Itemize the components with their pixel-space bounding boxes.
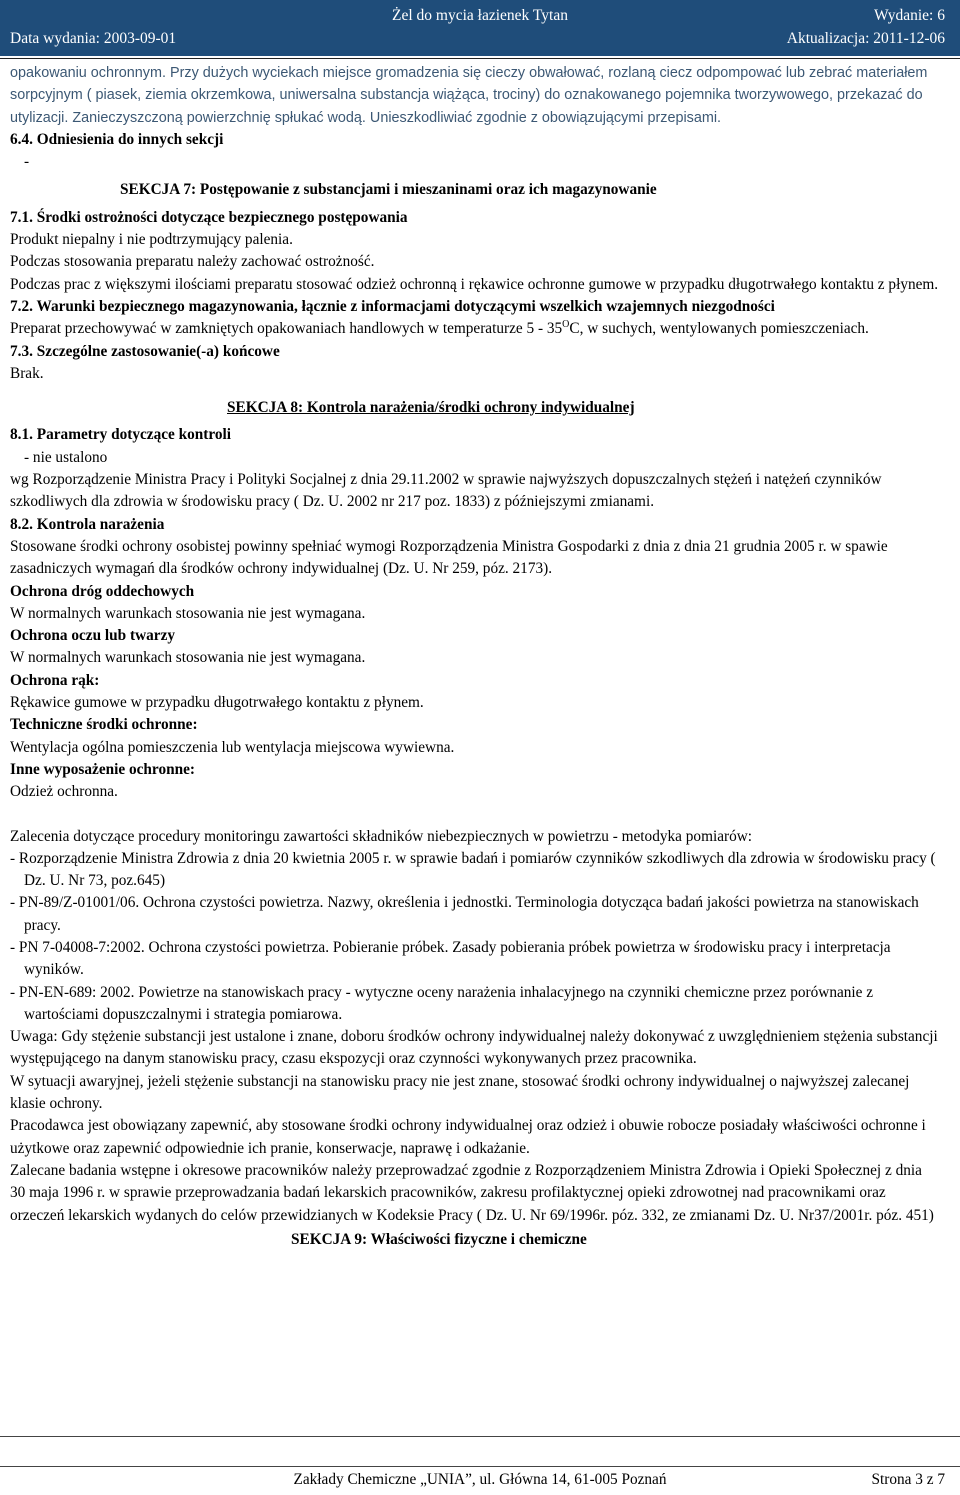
issue-date: Data wydania: 2003-09-01: [10, 30, 177, 47]
technical-heading: Techniczne środki ochronne:: [10, 716, 198, 734]
section-9-title: SEKCJA 9: Właściwości fizyczne i chemiczne: [291, 1230, 587, 1248]
spacer: [10, 804, 940, 826]
page-number: Strona 3 z 7: [871, 1471, 945, 1488]
s7-storage-a: Preparat przechowywać w zamkniętych opakowaniach handlowych w temperaturze 5 - 35: [10, 320, 563, 338]
update-date: Aktualizacja: 2011-12-06: [786, 30, 945, 47]
s7-text-3: Podczas prac z większymi ilościami preparatu stosować odzież ochronną i rękawice ochronne gumowe w przypadku długotrwałego kontaktu z płynem.: [10, 275, 939, 293]
technical-text: Wentylacja ogólna pomieszczenia lub wentylacja miejscowa wywiewna.: [10, 738, 455, 756]
document-body: [10, 62, 940, 1251]
section-7-title: SEKCJA 7: Postępowanie z substancjami i mieszaninami oraz ich magazynowanie: [120, 181, 657, 199]
employer-text: Pracodawca jest obowiązany zapewnić, aby stosowane środki ochrony indywidualnej oraz odzież i obuwie robocze posiadały właściwości ochronne i użytkowe oraz zapewnić odpowiednie ich pranie, konserwacje, naprawę i odkażanie.: [10, 1117, 926, 1157]
heading-7-2: 7.2. Warunki bezpiecznego magazynowania, łącznie z informacjami dotyczącymi wszelkich wzajemnych niezgodności: [10, 297, 775, 315]
s7-text-2: Podczas stosowania preparatu należy zachować ostrożność.: [10, 253, 375, 271]
document-header: [0, 0, 960, 56]
emergency-text: W sytuacji awaryjnej, jeżeli stężenie substancji na stanowisku pracy nie jest znane, stosować środki ochrony indywidualnej o najwyższej zalecanej klasie ochrony.: [10, 1072, 910, 1113]
section-8-title-text: SEKCJA 8: Kontrola narażenia/środki ochrony indywidualnej: [227, 399, 635, 417]
monitoring-text: Zalecenia dotyczące procedury monitoringu zawartości składników niebezpiecznych w powietrzu - metodyka pomiarów:: [10, 827, 753, 845]
monitoring-list-item: - PN-89/Z-01001/06. Ochrona czystości powietrza. Nazwy, określenia i jednostki. Terminologia dotycząca badań jakości powietrza na stanowiskach pracy.: [10, 894, 919, 934]
respiratory-text: W normalnych warunkach stosowania nie jest wymagana.: [10, 604, 366, 622]
section-8-title: [10, 397, 940, 419]
degree-sup: O: [562, 319, 570, 331]
s7-text-5: Brak.: [10, 364, 44, 382]
other-equipment-text: Odzież ochronna.: [10, 783, 118, 801]
s8-regulation-text: wg Rozporządzenie Ministra Pracy i Polityki Socjalnej z dnia 29.11.2002 w sprawie najwyższych dopuszczalnych stężeń i natężeń czynników szkodliwych dla zdrowia w środowisku pracy ( Dz. U. 2002 nr 217 poz. 1833) z późniejszymi zmianami.: [10, 471, 882, 511]
s7-text-1: Produkt niepalny i nie podtrzymujący palenia.: [10, 231, 293, 249]
edition-label: Wydanie: 6: [874, 7, 945, 24]
product-name: Żel do mycia łazienek Tytan: [392, 7, 568, 24]
heading-8-1: 8.1. Parametry dotyczące kontroli: [10, 426, 232, 444]
eye-text: W normalnych warunkach stosowania nie jest wymagana.: [10, 649, 366, 667]
respiratory-heading: Ochrona dróg oddechowych: [10, 582, 195, 600]
exams-text: Zalecane badania wstępne i okresowe pracowników należy przeprowadzać zgodnie z Rozporządzeniem Ministra Zdrowia i Opieki Społecznej z dnia 30 maja 1996 r. w sprawie przeprowadzania badań lekarskich pracowników, zakresu profilaktycznej opieki zdrowotnej nad pracownikami oraz orzeczeń lekarskich wydanych do celów przewidzianych w Kodeksie Pracy ( Dz. U. Nr 69/1996r. póz. 332, ze zmianami Dz. U. Nr37/2001r. póz. 451): [10, 1161, 934, 1224]
note-text: Uwaga: Gdy stężenie substancji jest ustalone i znane, doboru środków ochrony indywidualnej należy dokonywać z uwzględnieniem stężenia substancji występującego na danym stanowisku pracy, czasu ekspozycji oraz czynności wykonywanych przez pracownika.: [10, 1028, 938, 1068]
other-equipment-heading: Inne wyposażenie ochronne:: [10, 760, 195, 778]
not-set-text: - nie ustalono: [24, 448, 108, 466]
eye-heading: Ochrona oczu lub twarzy: [10, 627, 176, 645]
hand-text: Rękawice gumowe w przypadku długotrwałego kontaktu z płynem.: [10, 694, 424, 712]
heading-7-1: 7.1. Środki ostrożności dotyczące bezpiecznego postępowania: [10, 208, 408, 226]
heading-6-4: 6.4. Odniesienia do innych sekcji: [10, 130, 224, 148]
document-footer: [0, 1466, 960, 1495]
section-6-continuation: opakowaniu ochronnym. Przy dużych wyciekach miejsce gromadzenia się cieczy obwałować, rozlaną ciecz odpompować lub zebrać materiałem sorpcyjnym ( piasek, ziemia okrzemkowa, uniwersalna substancja wiążąca, trociny) do oznakowanego pojemnika tworzywowego, przekazać do utylizacji. Zanieczyszczoną powierzchnię spłukać wodą. Unieszkodliwiać zgodnie z obowiązującymi przepisami.: [10, 65, 928, 126]
s8-exposure-text: Stosowane środki ochrony osobistej powinny spełniać wymogi Rozporządzenia Ministra Gospodarki z dnia z dnia 21 grudnia 2005 r. w spawie zasadniczych wymagań dla środków ochrony indywidualnej (Dz. U. Nr 259, póz. 2173).: [10, 537, 888, 578]
monitoring-list-item: - PN-EN-689: 2002. Powietrze na stanowiskach pracy - wytyczne oceny narażenia inhalacyjnego na czynniki chemiczne przez porównanie z wartościami dopuszczalnymi i strategia pomiarowa.: [10, 983, 874, 1023]
header-divider: [0, 58, 960, 59]
monitoring-list-item: - PN 7-04008-7:2002. Ochrona czystości powietrza. Pobieranie próbek. Zasady pobierania próbek powietrza w środowisku pracy i interpretacja wyników.: [10, 938, 891, 979]
s7-storage-text: [10, 318, 940, 340]
section-6-4-dash: -: [24, 153, 30, 171]
hand-heading: Ochrona rąk:: [10, 671, 100, 689]
heading-8-2: 8.2. Kontrola narażenia: [10, 515, 165, 533]
section-divider: [0, 1436, 960, 1437]
monitoring-list-item: - Rozporządzenie Ministra Zdrowia z dnia 20 kwietnia 2005 r. w sprawie badań i pomiarów czynników szkodliwych dla zdrowia w środowisku pracy ( Dz. U. Nr 73, poz.645): [10, 849, 936, 890]
heading-7-3: 7.3. Szczególne zastosowanie(-a) końcowe: [10, 342, 280, 360]
company-address: Zakłady Chemiczne „UNIA”, ul. Główna 14, 61-005 Poznań: [293, 1471, 667, 1488]
s7-storage-b: C, w suchych, wentylowanych pomieszczeniach.: [569, 320, 869, 338]
